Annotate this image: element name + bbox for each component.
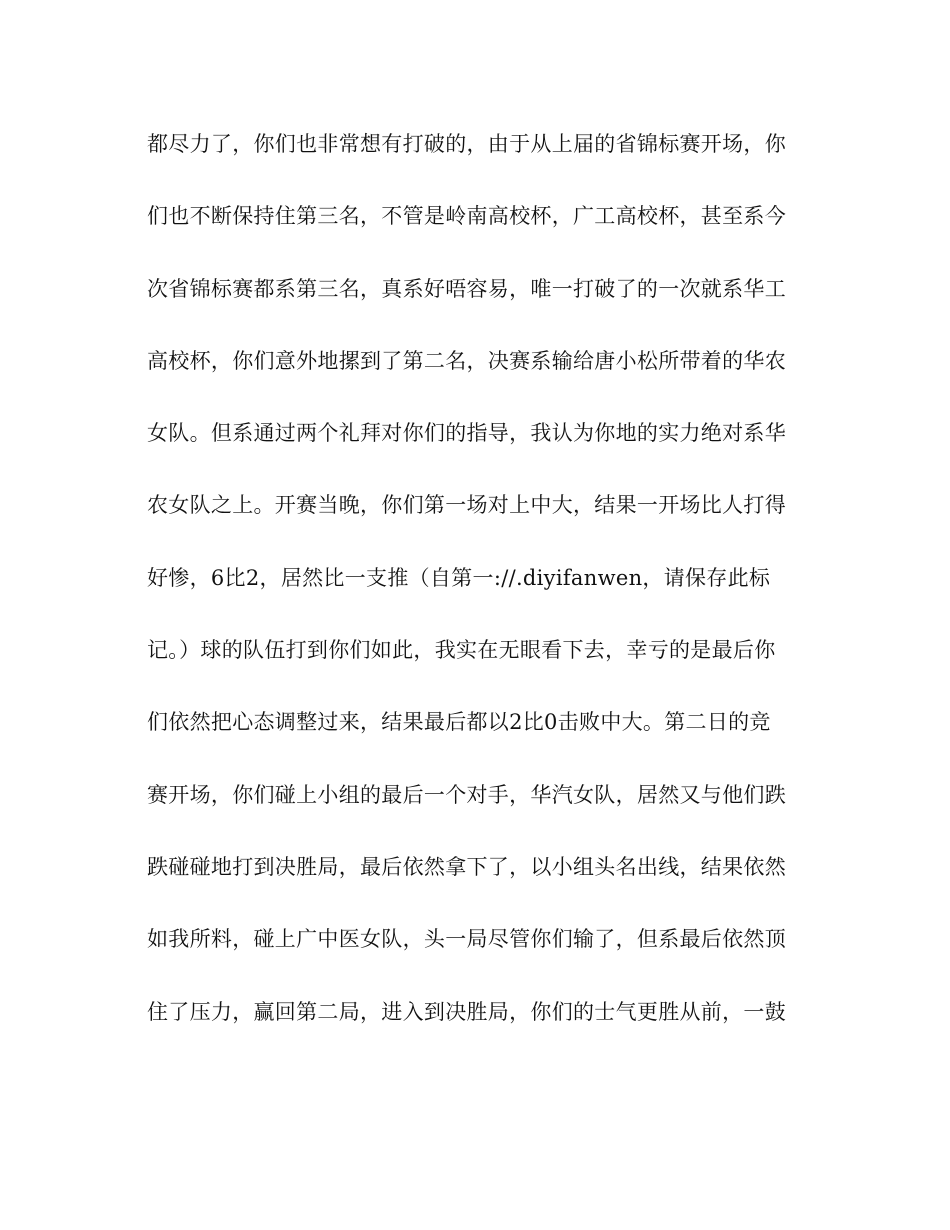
text-line: 农女队之上。开赛当晚，你们第一场对上中大，结果一开场比人打得 xyxy=(147,493,786,518)
text-line: 好惨，6比2，居然比一支推（自第一://.diyifanwen，请保存此标 xyxy=(147,565,771,590)
text-line: 们依然把心态调整过来，结果最后都以2比0击败中大。第二日的竞 xyxy=(147,710,771,735)
body-text xyxy=(147,122,807,1062)
text-line: 如我所料，碰上广中医女队，头一局尽管你们输了，但系最后依然顶 xyxy=(147,927,786,952)
text-line: 女队。但系通过两个礼拜对你们的指导，我认为你地的实力绝对系华 xyxy=(147,421,786,446)
text-line: 记。）球的队伍打到你们如此，我实在无眼看下去，幸亏的是最后你 xyxy=(147,638,776,663)
text-line: 赛开场，你们碰上小组的最后一个对手，华汽女队，居然又与他们跌 xyxy=(147,782,786,807)
text-line: 次省锦标赛都系第三名，真系好唔容易，唯一打破了的一次就系华工 xyxy=(147,276,786,301)
text-line: 住了压力，赢回第二局，进入到决胜局，你们的士气更胜从前，一鼓 xyxy=(147,999,786,1024)
text-line: 们也不断保持住第三名，不管是岭南高校杯，广工高校杯，甚至系今 xyxy=(147,204,786,229)
text-line: 跌碰碰地打到决胜局，最后依然拿下了，以小组头名出线，结果依然 xyxy=(147,854,786,879)
text-line: 都尽力了，你们也非常想有打破的，由于从上届的省锦标赛开场，你 xyxy=(147,132,786,156)
text-line: 高校杯，你们意外地摞到了第二名，决赛系输给唐小松所带着的华农 xyxy=(147,348,786,373)
